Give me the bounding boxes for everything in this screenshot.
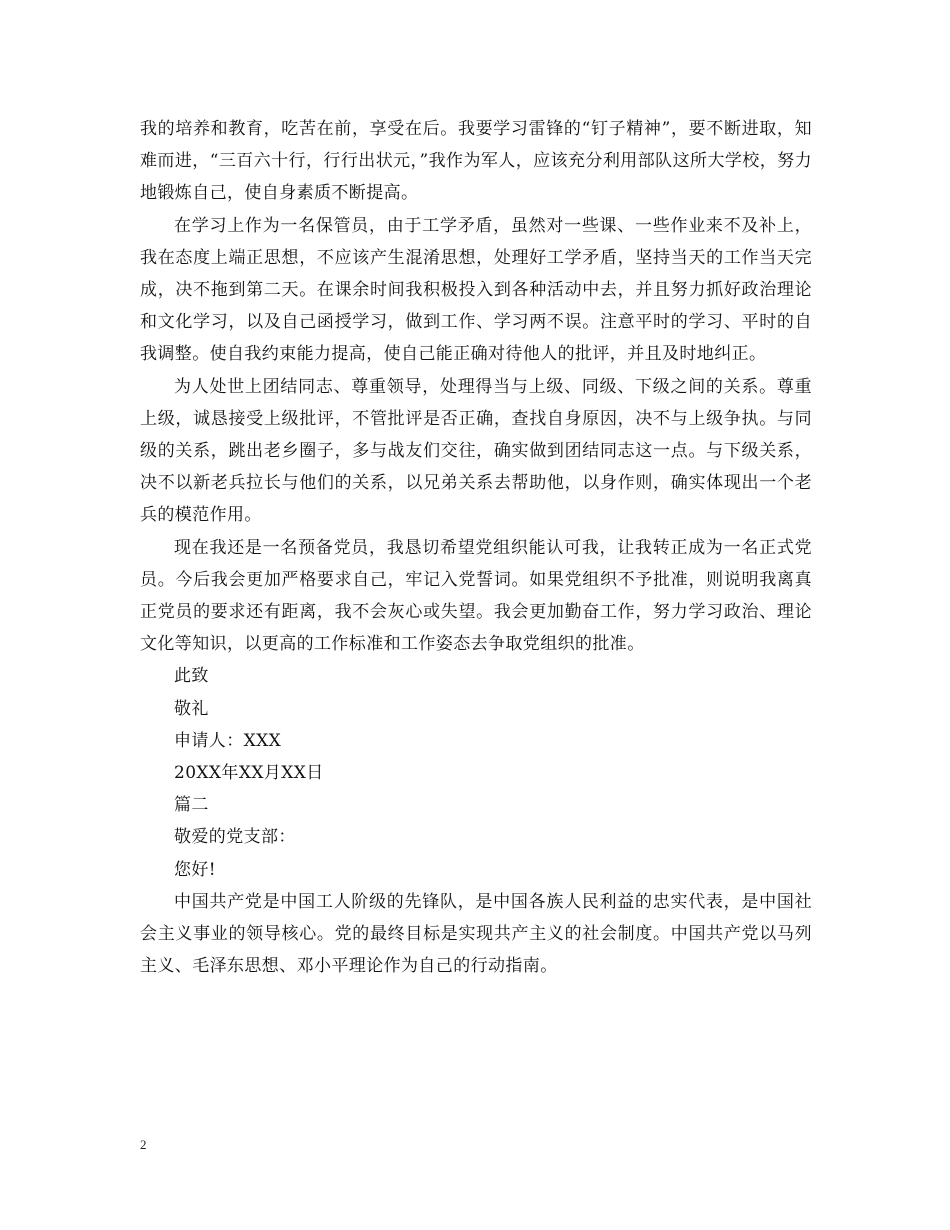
paragraph-conclusion: 现在我还是一名预备党员，我恳切希望党组织能认可我，让我转正成为一名正式党员。今后我会更加严格要求自己，牢记入党誓词。如果党组织不予批准，则说明我离真正党员的要求还有距离，我不会灰心或失望。我会更加勤奋工作，努力学习政治、理论文化等知识，以更高的工作标准和工作姿态去争取党组织的批准。 bbox=[140, 537, 812, 655]
section-two-title: 篇二 bbox=[174, 795, 209, 816]
page-number: 2 bbox=[140, 1137, 147, 1152]
paragraph-study: 在学习上作为一名保管员，由于工学矛盾，虽然对一些课、一些作业来不及补上，我在态度上端正思想，不应该产生混淆思想，处理好工学矛盾，坚持当天的工作当天完成，决不拖到第二天。在课余时间我积极投入到各种活动中去，并且努力抓好政治理论和文化学习，以及自己函授学习，做到工作、学习两不误。注意平时的学习、平时的自我调整。使自我约束能力提高，使自己能正确对待他人的批评，并且及时地纠正。 bbox=[140, 215, 812, 365]
paragraph-relations: 为人处世上团结同志、尊重领导，处理得当与上级、同级、下级之间的关系。尊重上级，诚恳接受上级批评，不管批评是否正确，查找自身原因，决不与上级争执。与同级的关系，跳出老乡圈子，多与战友们交往，确实做到团结同志这一点。与下级关系，决不以新老兵拉长与他们的关系，以兄弟关系去帮助他，以身作则，确实体现出一个老兵的模范作用。 bbox=[140, 376, 812, 526]
closing-line-1: 此致 bbox=[174, 666, 209, 687]
document-body bbox=[140, 113, 812, 982]
closing-line-2: 敬礼 bbox=[174, 698, 209, 719]
section-two-greeting: 您好! bbox=[174, 859, 217, 880]
letter-date: 20XX年XX月XX日 bbox=[174, 763, 324, 784]
paragraph-continued: 我的培养和教育，吃苦在前，享受在后。我要学习雷锋的“钉子精神”，要不断进取，知难而进，“三百六十行，行行出状元，”我作为军人，应该充分利用部队这所大学校，努力地锻炼自己，使自身素质不断提高。 bbox=[140, 119, 812, 204]
section-two-paragraph: 中国共产党是中国工人阶级的先锋队，是中国各族人民利益的忠实代表，是中国社会主义事业的领导核心。党的最终目标是实现共产主义的社会制度。中国共产党以马列主义、毛泽东思想、邓小平理论作为自己的行动指南。 bbox=[140, 891, 812, 977]
section-two-salutation: 敬爱的党支部： bbox=[174, 827, 296, 848]
applicant-signature: 申请人：XXX bbox=[174, 730, 282, 751]
